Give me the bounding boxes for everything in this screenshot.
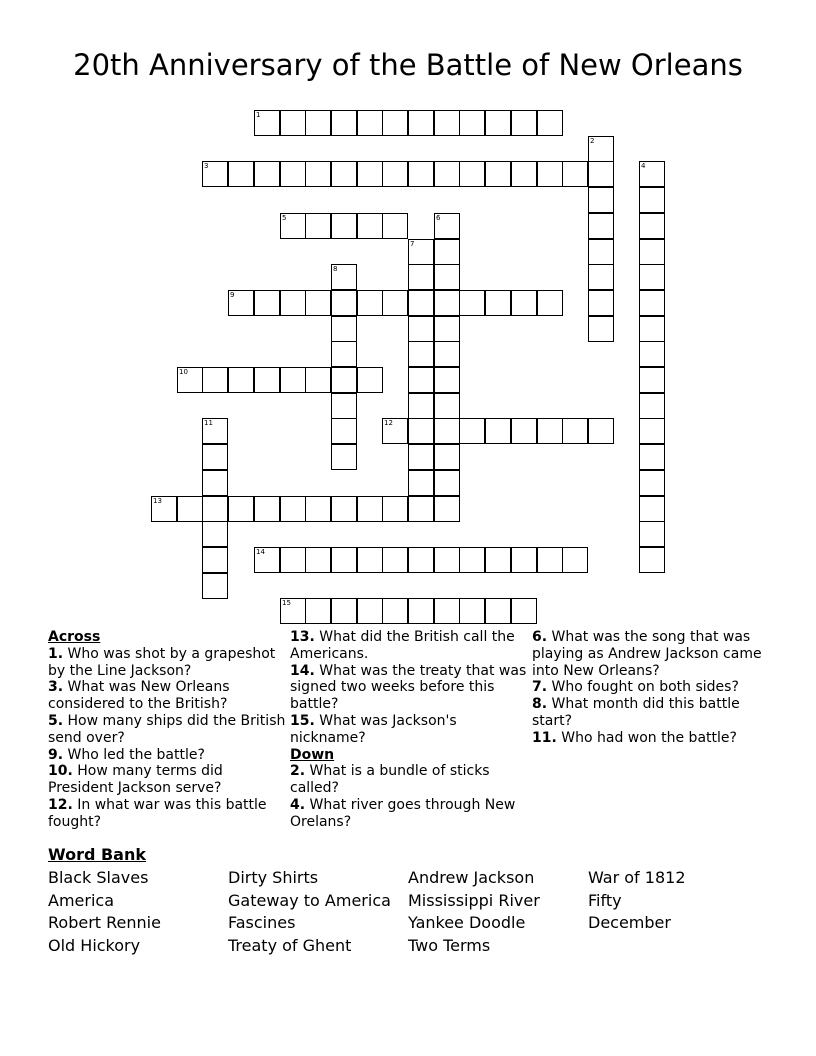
crossword-cell[interactable] bbox=[588, 418, 614, 444]
crossword-cell[interactable] bbox=[408, 290, 434, 316]
crossword-cell[interactable] bbox=[639, 213, 665, 239]
crossword-cell[interactable] bbox=[305, 367, 331, 393]
across-clue: 5. How many ships did the British send over? bbox=[48, 712, 286, 746]
crossword-cell[interactable] bbox=[331, 161, 357, 187]
crossword-cell[interactable] bbox=[434, 110, 460, 136]
crossword-cell[interactable] bbox=[537, 418, 563, 444]
word-bank-item: Yankee Doodle bbox=[408, 913, 526, 932]
clue-number: 5 bbox=[282, 214, 287, 222]
crossword-cell[interactable] bbox=[280, 290, 306, 316]
word-bank-item: Fifty bbox=[588, 891, 622, 910]
crossword-cell[interactable] bbox=[408, 341, 434, 367]
down-clue: 7. Who fought on both sides? bbox=[532, 679, 739, 696]
crossword-cell[interactable] bbox=[357, 598, 383, 624]
crossword-cell[interactable] bbox=[639, 187, 665, 213]
crossword-cell[interactable] bbox=[408, 161, 434, 187]
crossword-cell[interactable] bbox=[434, 496, 460, 522]
crossword-cell[interactable] bbox=[357, 213, 383, 239]
word-bank-item: Gateway to America bbox=[228, 891, 391, 910]
crossword-cell[interactable] bbox=[459, 547, 485, 573]
clue-number: 10 bbox=[179, 368, 188, 376]
crossword-cell[interactable] bbox=[177, 496, 203, 522]
word-bank-item: Black Slaves bbox=[48, 868, 149, 887]
crossword-cell[interactable] bbox=[202, 367, 228, 393]
crossword-cell[interactable] bbox=[408, 316, 434, 342]
crossword-cell[interactable] bbox=[485, 418, 511, 444]
crossword-cell[interactable] bbox=[202, 418, 228, 444]
crossword-cell[interactable] bbox=[280, 110, 306, 136]
crossword-cell[interactable] bbox=[485, 598, 511, 624]
crossword-cell[interactable] bbox=[331, 393, 357, 419]
crossword-cell[interactable] bbox=[357, 161, 383, 187]
crossword-cell[interactable] bbox=[639, 521, 665, 547]
crossword-cell[interactable] bbox=[459, 418, 485, 444]
crossword-cell[interactable] bbox=[357, 290, 383, 316]
crossword-cell[interactable] bbox=[331, 264, 357, 290]
crossword-cell[interactable] bbox=[434, 393, 460, 419]
crossword-cell[interactable] bbox=[305, 110, 331, 136]
word-bank-list bbox=[48, 868, 788, 968]
crossword-cell[interactable] bbox=[408, 444, 434, 470]
crossword-cell[interactable] bbox=[511, 598, 537, 624]
crossword-cell[interactable] bbox=[228, 496, 254, 522]
clue-number: 12 bbox=[384, 419, 393, 427]
crossword-cell[interactable] bbox=[408, 547, 434, 573]
crossword-cell[interactable] bbox=[639, 239, 665, 265]
crossword-cell[interactable] bbox=[511, 547, 537, 573]
crossword-cell[interactable] bbox=[408, 470, 434, 496]
across-clue: 15. What was Jackson's nickname? bbox=[290, 712, 457, 746]
crossword-cell[interactable] bbox=[228, 290, 254, 316]
crossword-cell[interactable] bbox=[202, 547, 228, 573]
crossword-cell[interactable] bbox=[459, 161, 485, 187]
crossword-cell[interactable] bbox=[357, 110, 383, 136]
crossword-cell[interactable] bbox=[639, 161, 665, 187]
clues-column-2 bbox=[290, 629, 528, 831]
crossword-cell[interactable] bbox=[331, 444, 357, 470]
word-bank-header: Word Bank bbox=[48, 845, 147, 864]
clue-number: 14 bbox=[256, 548, 265, 556]
crossword-cell[interactable] bbox=[408, 367, 434, 393]
crossword-cell[interactable] bbox=[331, 496, 357, 522]
crossword-cell[interactable] bbox=[202, 521, 228, 547]
word-bank-item: War of 1812 bbox=[588, 868, 686, 887]
crossword-cell[interactable] bbox=[562, 161, 588, 187]
crossword-cell[interactable] bbox=[639, 264, 665, 290]
crossword-cell[interactable] bbox=[562, 547, 588, 573]
crossword-cell[interactable] bbox=[202, 161, 228, 187]
crossword-cell[interactable] bbox=[408, 264, 434, 290]
down-clue: 2. What is a bundle of sticks called? bbox=[290, 763, 490, 797]
across-clue: 10. How many terms did President Jackson serve? bbox=[48, 763, 223, 797]
clue-number: 8 bbox=[333, 265, 338, 273]
crossword-cell[interactable] bbox=[485, 110, 511, 136]
crossword-cell[interactable] bbox=[588, 161, 614, 187]
word-bank-item: Old Hickory bbox=[48, 936, 141, 955]
crossword-cell[interactable] bbox=[228, 161, 254, 187]
crossword-cell[interactable] bbox=[305, 547, 331, 573]
crossword-cell[interactable] bbox=[537, 290, 563, 316]
down-clue: 11. Who had won the battle? bbox=[532, 729, 737, 746]
clues-column-3 bbox=[532, 629, 770, 747]
across-clue: 14. What was the treaty that was signed two weeks before this battle? bbox=[290, 662, 527, 713]
word-bank-item: America bbox=[48, 891, 114, 910]
puzzle-title: 20th Anniversary of the Battle of New Orleans bbox=[73, 48, 743, 82]
crossword-cell[interactable] bbox=[254, 367, 280, 393]
clue-number: 11 bbox=[204, 419, 213, 427]
crossword-cell[interactable] bbox=[434, 213, 460, 239]
clue-number: 7 bbox=[410, 240, 415, 248]
clues-column-1 bbox=[48, 629, 286, 831]
word-bank-item: Fascines bbox=[228, 913, 296, 932]
crossword-cell[interactable] bbox=[588, 187, 614, 213]
crossword-cell[interactable] bbox=[588, 316, 614, 342]
crossword-cell[interactable] bbox=[639, 290, 665, 316]
crossword-cell[interactable] bbox=[434, 444, 460, 470]
crossword-cell[interactable] bbox=[639, 341, 665, 367]
crossword-cell[interactable] bbox=[331, 290, 357, 316]
crossword-cell[interactable] bbox=[434, 598, 460, 624]
clue-number: 1 bbox=[256, 111, 261, 119]
crossword-cell[interactable] bbox=[280, 161, 306, 187]
crossword-cell[interactable] bbox=[511, 290, 537, 316]
word-bank-item: Treaty of Ghent bbox=[228, 936, 352, 955]
crossword-cell[interactable] bbox=[459, 290, 485, 316]
crossword-cell[interactable] bbox=[331, 598, 357, 624]
crossword-cell[interactable] bbox=[639, 418, 665, 444]
crossword-cell[interactable] bbox=[434, 161, 460, 187]
crossword-cell[interactable] bbox=[485, 547, 511, 573]
down-header: Down bbox=[290, 746, 335, 763]
crossword-cell[interactable] bbox=[331, 367, 357, 393]
crossword-cell[interactable] bbox=[280, 547, 306, 573]
crossword-cell[interactable] bbox=[408, 418, 434, 444]
crossword-cell[interactable] bbox=[254, 110, 280, 136]
crossword-cell[interactable] bbox=[511, 161, 537, 187]
crossword-cell[interactable] bbox=[254, 290, 280, 316]
crossword-cell[interactable] bbox=[588, 239, 614, 265]
crossword-cell[interactable] bbox=[254, 496, 280, 522]
crossword-cell[interactable] bbox=[537, 110, 563, 136]
crossword-cell[interactable] bbox=[511, 418, 537, 444]
across-clue: 1. Who was shot by a grapeshot by the Line Jackson? bbox=[48, 645, 276, 679]
crossword-cell[interactable] bbox=[357, 367, 383, 393]
across-clue: 12. In what war was this battle fought? bbox=[48, 796, 267, 830]
crossword-cell[interactable] bbox=[537, 161, 563, 187]
crossword-cell[interactable] bbox=[280, 367, 306, 393]
crossword-cell[interactable] bbox=[459, 598, 485, 624]
crossword-cell[interactable] bbox=[382, 496, 408, 522]
crossword-cell[interactable] bbox=[382, 418, 408, 444]
word-bank-item: December bbox=[588, 913, 671, 932]
crossword-cell[interactable] bbox=[305, 161, 331, 187]
crossword-cell[interactable] bbox=[408, 110, 434, 136]
crossword-cell[interactable] bbox=[331, 341, 357, 367]
word-bank bbox=[48, 845, 788, 968]
crossword-cell[interactable] bbox=[254, 547, 280, 573]
word-bank-item: Two Terms bbox=[408, 936, 491, 955]
crossword-cell[interactable] bbox=[408, 393, 434, 419]
crossword-cell[interactable] bbox=[459, 110, 485, 136]
crossword-cell[interactable] bbox=[485, 290, 511, 316]
crossword-cell[interactable] bbox=[562, 418, 588, 444]
crossword-cell[interactable] bbox=[382, 290, 408, 316]
crossword-cell[interactable] bbox=[280, 598, 306, 624]
across-clue: 9. Who led the battle? bbox=[48, 746, 205, 763]
down-clue: 4. What river goes through New Orelans? bbox=[290, 796, 516, 830]
crossword-cell[interactable] bbox=[254, 161, 280, 187]
crossword-cell[interactable] bbox=[382, 598, 408, 624]
across-clue: 3. What was New Orleans considered to the British? bbox=[48, 679, 230, 713]
crossword-cell[interactable] bbox=[305, 598, 331, 624]
crossword-cell[interactable] bbox=[357, 547, 383, 573]
crossword-cell[interactable] bbox=[434, 367, 460, 393]
crossword-cell[interactable] bbox=[202, 573, 228, 599]
crossword-cell[interactable] bbox=[382, 547, 408, 573]
crossword-cell[interactable] bbox=[511, 110, 537, 136]
clue-number: 2 bbox=[590, 137, 595, 145]
crossword-cell[interactable] bbox=[434, 316, 460, 342]
crossword-cell[interactable] bbox=[434, 341, 460, 367]
crossword-cell[interactable] bbox=[331, 213, 357, 239]
crossword-cell[interactable] bbox=[485, 161, 511, 187]
word-bank-item: Andrew Jackson bbox=[408, 868, 535, 887]
crossword-cell[interactable] bbox=[228, 367, 254, 393]
clue-number: 9 bbox=[230, 291, 235, 299]
crossword-cell[interactable] bbox=[357, 496, 383, 522]
crossword-cell[interactable] bbox=[202, 470, 228, 496]
crossword-cell[interactable] bbox=[639, 547, 665, 573]
crossword-cell[interactable] bbox=[408, 496, 434, 522]
crossword-cell[interactable] bbox=[639, 393, 665, 419]
crossword-cell[interactable] bbox=[588, 264, 614, 290]
crossword-cell[interactable] bbox=[434, 290, 460, 316]
crossword-cell[interactable] bbox=[434, 470, 460, 496]
clue-number: 13 bbox=[153, 497, 162, 505]
clue-number: 6 bbox=[436, 214, 441, 222]
word-bank-item: Dirty Shirts bbox=[228, 868, 319, 887]
crossword-cell[interactable] bbox=[639, 470, 665, 496]
clue-number: 15 bbox=[282, 599, 291, 607]
crossword-cell[interactable] bbox=[639, 367, 665, 393]
crossword-cell[interactable] bbox=[588, 213, 614, 239]
crossword-cell[interactable] bbox=[305, 290, 331, 316]
crossword-cell[interactable] bbox=[588, 136, 614, 162]
crossword-cell[interactable] bbox=[434, 418, 460, 444]
crossword-cell[interactable] bbox=[331, 547, 357, 573]
crossword-cell[interactable] bbox=[202, 444, 228, 470]
crossword-cell[interactable] bbox=[305, 213, 331, 239]
crossword-cell[interactable] bbox=[331, 418, 357, 444]
crossword-cell[interactable] bbox=[177, 367, 203, 393]
crossword-cell[interactable] bbox=[280, 496, 306, 522]
crossword-cell[interactable] bbox=[202, 496, 228, 522]
crossword-cell[interactable] bbox=[305, 496, 331, 522]
word-bank-item: Robert Rennie bbox=[48, 913, 161, 932]
crossword-cell[interactable] bbox=[434, 264, 460, 290]
word-bank-item: Mississippi River bbox=[408, 891, 540, 910]
crossword-cell[interactable] bbox=[382, 110, 408, 136]
crossword-cell[interactable] bbox=[382, 213, 408, 239]
crossword-cell[interactable] bbox=[639, 444, 665, 470]
crossword-cell[interactable] bbox=[280, 213, 306, 239]
clue-number: 3 bbox=[204, 162, 209, 170]
down-clue: 8. What month did this battle start? bbox=[532, 696, 740, 729]
clue-number: 4 bbox=[641, 162, 646, 170]
across-header: Across bbox=[48, 629, 101, 645]
crossword-cell[interactable] bbox=[434, 547, 460, 573]
crossword-cell[interactable] bbox=[331, 110, 357, 136]
crossword-cell[interactable] bbox=[331, 316, 357, 342]
crossword-cell[interactable] bbox=[639, 316, 665, 342]
crossword-cell[interactable] bbox=[639, 496, 665, 522]
crossword-cell[interactable] bbox=[434, 239, 460, 265]
crossword-cell[interactable] bbox=[382, 161, 408, 187]
crossword-cell[interactable] bbox=[408, 598, 434, 624]
crossword-cell[interactable] bbox=[537, 547, 563, 573]
across-clue: 13. What did the British call the Americans. bbox=[290, 629, 515, 662]
down-clue: 6. What was the song that was playing as Andrew Jackson came into New Orleans? bbox=[532, 629, 762, 679]
crossword-cell[interactable] bbox=[408, 239, 434, 265]
crossword-cell[interactable] bbox=[151, 496, 177, 522]
crossword-cell[interactable] bbox=[588, 290, 614, 316]
